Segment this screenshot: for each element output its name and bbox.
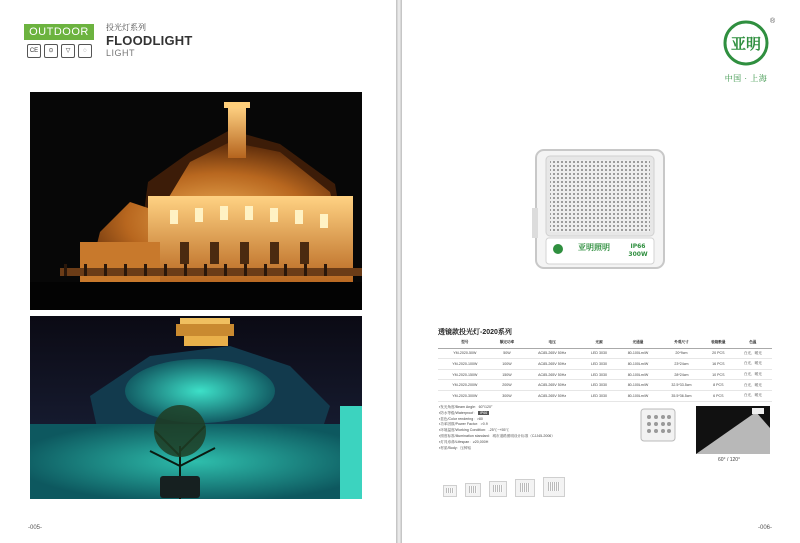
- column-header: 装箱数量: [703, 338, 734, 348]
- table-cell: 300W: [492, 390, 523, 401]
- brand-logo: [716, 20, 776, 84]
- table-row: [438, 380, 772, 391]
- table-cell: 50W: [492, 348, 523, 359]
- table-cell: LED 3030: [582, 359, 616, 370]
- table-cell: YM-2020-50W: [438, 348, 492, 359]
- ip-rating-badge: IP66: [479, 410, 488, 415]
- certification-icons: [27, 44, 92, 58]
- page-number-right: -006-: [757, 525, 772, 531]
- feature-item: ▪照度标准/Illumination standard：城市道路照明设计标准（CJJ45-2006）: [439, 433, 555, 438]
- product-thumbnail: [515, 479, 535, 497]
- table-cell: AC85-265V 50Hz: [522, 369, 582, 380]
- night-building-photo: [30, 92, 362, 310]
- table-cell: LED 3030: [582, 390, 616, 401]
- feature-text: ▪防水等级/Waterproof：: [439, 410, 477, 415]
- table-cell: LED 3030: [582, 380, 616, 391]
- table-cell: 16 PCS: [703, 359, 734, 370]
- column-header: 型号: [438, 338, 492, 348]
- table-cell: 白光、暖光: [734, 359, 772, 370]
- registered-mark: ®: [770, 18, 776, 25]
- series-name-cn: 投光灯系列: [106, 23, 146, 32]
- table-cell: 150W: [492, 369, 523, 380]
- table-cell: YM-2020-200W: [438, 380, 492, 391]
- table-cell: 200W: [492, 380, 523, 391]
- table-cell: YM-2020-150W: [438, 369, 492, 380]
- table-cell: 80-100Lm/W: [616, 390, 660, 401]
- column-header: 电压: [522, 338, 582, 348]
- table-cell: 6 PCS: [703, 390, 734, 401]
- feature-item: ▪发光角度/Beam Angle：60°/120°: [439, 405, 493, 409]
- table-cell: LED 3030: [582, 369, 616, 380]
- table-cell: YM-2020-300W: [438, 390, 492, 401]
- product-label-power: 300W: [628, 251, 648, 258]
- feature-list: [439, 405, 555, 451]
- table-cell: 100W: [492, 359, 523, 370]
- table-cell: 20*9cm: [660, 348, 703, 359]
- table-cell: 80-100Lm/W: [616, 369, 660, 380]
- table-cell: 23*24cm: [660, 359, 703, 370]
- feature-item: ▪灯具寿命/Lifespan：≥20,000H: [439, 439, 489, 444]
- rohs-mark-icon: ⊙: [44, 44, 58, 58]
- product-label-brand: 亚明照明: [578, 243, 610, 252]
- column-header: 外观尺寸: [660, 338, 703, 348]
- table-cell: 80-100Lm/W: [616, 348, 660, 359]
- beam-angle-label: 60° / 120°: [718, 457, 741, 463]
- table-cell: 80-100Lm/W: [616, 380, 660, 391]
- table-row: [438, 369, 772, 380]
- table-cell: YM-2020-100W: [438, 359, 492, 370]
- feature-item: ▪功率因数/Power Factor：>0.9: [439, 422, 488, 427]
- night-garden-photo: [30, 316, 362, 499]
- table-cell: AC85-265V 50Hz: [522, 390, 582, 401]
- spec-table: [438, 338, 772, 402]
- table-cell: AC85-265V 50Hz: [522, 348, 582, 359]
- floodlight-detail-image: [638, 406, 678, 446]
- feature-item: ▪材质/Body：压铸铝: [439, 445, 472, 450]
- page-subtitle: LIGHT: [106, 48, 136, 58]
- table-cell: 10 PCS: [703, 369, 734, 380]
- table-cell: 白光、暖光: [734, 369, 772, 380]
- table-cell: LED 3030: [582, 348, 616, 359]
- ce-mark-icon: CE: [27, 44, 41, 58]
- product-label-ip: IP66: [630, 243, 646, 250]
- product-thumbnail: [543, 477, 565, 497]
- table-cell: 白光、暖光: [734, 348, 772, 359]
- table-row: [438, 348, 772, 359]
- table-row: [438, 359, 772, 370]
- table-cell: AC85-265V 50Hz: [522, 359, 582, 370]
- column-header: 色温: [734, 338, 772, 348]
- table-cell: 8 PCS: [703, 380, 734, 391]
- table-cell: 白光、暖光: [734, 390, 772, 401]
- table-cell: 32.5*33.5cm: [660, 380, 703, 391]
- table-cell: 35.5*36.5cm: [660, 390, 703, 401]
- table-cell: 20 PCS: [703, 348, 734, 359]
- column-header: 光通量: [616, 338, 660, 348]
- brand-logo-icon: [723, 20, 769, 66]
- table-row: [438, 390, 772, 401]
- page-title: FLOODLIGHT: [106, 33, 193, 48]
- column-header: 额定功率: [492, 338, 523, 348]
- table-cell: 80-100Lm/W: [616, 359, 660, 370]
- table-cell: AC85-265V 50Hz: [522, 380, 582, 391]
- beam-angle-diagram: [696, 406, 770, 454]
- column-header: 光源: [582, 338, 616, 348]
- page-number-left: -005-: [28, 525, 43, 531]
- product-thumbnail: [465, 483, 481, 497]
- brand-location: 中国 · 上海: [724, 74, 768, 83]
- table-header-row: [438, 338, 772, 348]
- safety-mark-icon: ▽: [61, 44, 75, 58]
- feature-item: ▪环境温度/Working Condition：-25℃~+55℃: [439, 428, 510, 433]
- product-size-thumbnails: [443, 477, 565, 497]
- bulb-mark-icon: ◌: [78, 44, 92, 58]
- category-tag: OUTDOOR: [24, 24, 94, 40]
- product-thumbnail: [489, 481, 507, 497]
- feature-item: ▪显色/Color rendering：>80: [439, 416, 483, 421]
- svg-text:亚明: 亚明: [730, 35, 762, 53]
- right-page: [402, 0, 800, 543]
- product-thumbnail: [443, 485, 457, 497]
- left-page: [0, 0, 396, 543]
- product-table-title: 透镜款投光灯-2020系列: [438, 329, 512, 336]
- table-cell: 白光、暖光: [734, 380, 772, 391]
- table-cell: 28*24cm: [660, 369, 703, 380]
- floodlight-product-image: [532, 148, 668, 278]
